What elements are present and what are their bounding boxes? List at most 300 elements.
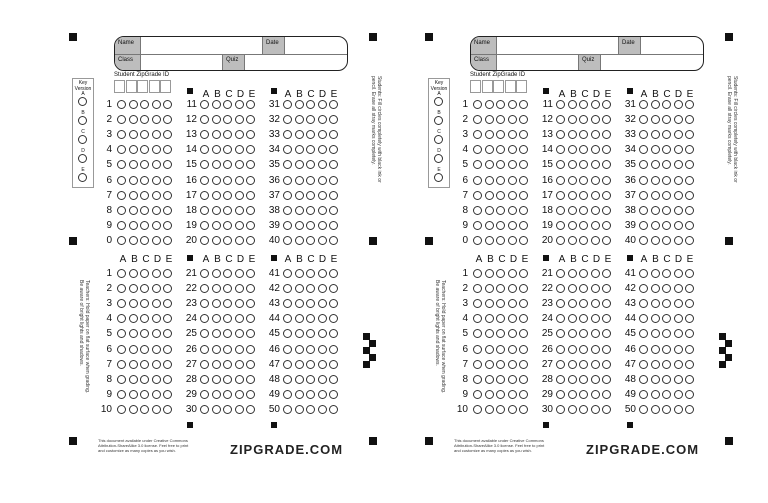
student-id-bubble[interactable]: [129, 130, 138, 139]
answer-bubble[interactable]: [473, 390, 482, 399]
answer-bubble[interactable]: [235, 299, 244, 308]
student-id-bubble[interactable]: [519, 130, 528, 139]
student-id-bubble[interactable]: [163, 160, 172, 169]
student-id-bubble[interactable]: [485, 206, 494, 215]
answer-bubble[interactable]: [306, 236, 315, 245]
student-id-bubble[interactable]: [508, 221, 517, 230]
answer-bubble[interactable]: [318, 360, 327, 369]
student-id-digit-box[interactable]: [516, 80, 527, 93]
answer-bubble[interactable]: [306, 176, 315, 185]
class-field[interactable]: [141, 54, 223, 70]
student-id-bubble[interactable]: [117, 145, 126, 154]
student-id-bubble[interactable]: [485, 221, 494, 230]
student-id-bubble[interactable]: [140, 160, 149, 169]
answer-bubble[interactable]: [329, 314, 338, 323]
answer-bubble[interactable]: [223, 206, 232, 215]
student-id-bubble[interactable]: [152, 145, 161, 154]
student-id-bubble[interactable]: [519, 176, 528, 185]
answer-bubble[interactable]: [117, 329, 126, 338]
answer-bubble[interactable]: [235, 375, 244, 384]
answer-bubble[interactable]: [246, 130, 255, 139]
answer-bubble[interactable]: [651, 221, 660, 230]
answer-bubble[interactable]: [685, 191, 694, 200]
student-id-bubble[interactable]: [117, 206, 126, 215]
answer-bubble[interactable]: [685, 115, 694, 124]
answer-bubble[interactable]: [485, 405, 494, 414]
student-id-bubble[interactable]: [140, 206, 149, 215]
answer-bubble[interactable]: [662, 160, 671, 169]
student-id-digit-box[interactable]: [505, 80, 516, 93]
answer-bubble[interactable]: [662, 115, 671, 124]
answer-bubble[interactable]: [140, 405, 149, 414]
answer-bubble[interactable]: [568, 360, 577, 369]
answer-bubble[interactable]: [318, 329, 327, 338]
answer-bubble[interactable]: [508, 405, 517, 414]
answer-bubble[interactable]: [602, 160, 611, 169]
answer-bubble[interactable]: [223, 100, 232, 109]
student-id-bubble[interactable]: [140, 191, 149, 200]
answer-bubble[interactable]: [329, 390, 338, 399]
answer-bubble[interactable]: [212, 405, 221, 414]
student-id-digit-box[interactable]: [493, 80, 504, 93]
student-id-bubble[interactable]: [473, 130, 482, 139]
answer-bubble[interactable]: [685, 236, 694, 245]
answer-bubble[interactable]: [662, 329, 671, 338]
answer-bubble[interactable]: [556, 130, 565, 139]
student-id-bubble[interactable]: [496, 191, 505, 200]
answer-bubble[interactable]: [674, 405, 683, 414]
answer-bubble[interactable]: [200, 115, 209, 124]
answer-bubble[interactable]: [651, 345, 660, 354]
answer-bubble[interactable]: [591, 269, 600, 278]
answer-bubble[interactable]: [496, 405, 505, 414]
answer-bubble[interactable]: [568, 160, 577, 169]
student-id-bubble[interactable]: [496, 206, 505, 215]
answer-bubble[interactable]: [568, 345, 577, 354]
student-id-digit-box[interactable]: [149, 80, 160, 93]
answer-bubble[interactable]: [496, 345, 505, 354]
answer-bubble[interactable]: [651, 100, 660, 109]
student-id-bubble[interactable]: [152, 206, 161, 215]
answer-bubble[interactable]: [318, 375, 327, 384]
answer-bubble[interactable]: [639, 345, 648, 354]
answer-bubble[interactable]: [651, 375, 660, 384]
answer-bubble[interactable]: [591, 206, 600, 215]
answer-bubble[interactable]: [223, 176, 232, 185]
answer-bubble[interactable]: [662, 269, 671, 278]
answer-bubble[interactable]: [246, 390, 255, 399]
answer-bubble[interactable]: [568, 390, 577, 399]
student-id-bubble[interactable]: [152, 160, 161, 169]
answer-bubble[interactable]: [152, 345, 161, 354]
answer-bubble[interactable]: [473, 360, 482, 369]
answer-bubble[interactable]: [579, 100, 588, 109]
answer-bubble[interactable]: [246, 405, 255, 414]
answer-bubble[interactable]: [651, 390, 660, 399]
answer-bubble[interactable]: [295, 236, 304, 245]
student-id-bubble[interactable]: [485, 236, 494, 245]
answer-bubble[interactable]: [283, 100, 292, 109]
student-id-bubble[interactable]: [152, 176, 161, 185]
answer-bubble[interactable]: [568, 191, 577, 200]
answer-bubble[interactable]: [662, 375, 671, 384]
student-id-digit-box[interactable]: [114, 80, 125, 93]
answer-bubble[interactable]: [283, 360, 292, 369]
answer-bubble[interactable]: [200, 314, 209, 323]
answer-bubble[interactable]: [602, 100, 611, 109]
answer-bubble[interactable]: [200, 191, 209, 200]
answer-bubble[interactable]: [235, 115, 244, 124]
answer-bubble[interactable]: [152, 299, 161, 308]
answer-bubble[interactable]: [579, 176, 588, 185]
answer-bubble[interactable]: [508, 329, 517, 338]
answer-bubble[interactable]: [579, 375, 588, 384]
answer-bubble[interactable]: [685, 145, 694, 154]
answer-bubble[interactable]: [235, 360, 244, 369]
version-bubble[interactable]: [78, 116, 87, 125]
answer-bubble[interactable]: [579, 115, 588, 124]
answer-bubble[interactable]: [556, 299, 565, 308]
student-id-bubble[interactable]: [496, 145, 505, 154]
answer-bubble[interactable]: [212, 299, 221, 308]
student-id-bubble[interactable]: [117, 236, 126, 245]
answer-bubble[interactable]: [246, 314, 255, 323]
answer-bubble[interactable]: [318, 206, 327, 215]
answer-bubble[interactable]: [602, 115, 611, 124]
answer-bubble[interactable]: [200, 360, 209, 369]
answer-bubble[interactable]: [685, 345, 694, 354]
answer-bubble[interactable]: [568, 145, 577, 154]
answer-bubble[interactable]: [117, 360, 126, 369]
student-id-bubble[interactable]: [485, 191, 494, 200]
answer-bubble[interactable]: [496, 299, 505, 308]
answer-bubble[interactable]: [295, 329, 304, 338]
answer-bubble[interactable]: [200, 284, 209, 293]
answer-bubble[interactable]: [140, 329, 149, 338]
version-bubble[interactable]: [434, 97, 443, 106]
answer-bubble[interactable]: [283, 145, 292, 154]
answer-bubble[interactable]: [329, 176, 338, 185]
answer-bubble[interactable]: [200, 130, 209, 139]
answer-bubble[interactable]: [602, 191, 611, 200]
answer-bubble[interactable]: [129, 375, 138, 384]
answer-bubble[interactable]: [579, 345, 588, 354]
student-id-bubble[interactable]: [117, 160, 126, 169]
answer-bubble[interactable]: [246, 345, 255, 354]
answer-bubble[interactable]: [246, 100, 255, 109]
name-field[interactable]: [497, 37, 619, 54]
student-id-bubble[interactable]: [473, 221, 482, 230]
answer-bubble[interactable]: [519, 269, 528, 278]
answer-bubble[interactable]: [519, 375, 528, 384]
answer-bubble[interactable]: [140, 284, 149, 293]
answer-bubble[interactable]: [651, 191, 660, 200]
answer-bubble[interactable]: [591, 345, 600, 354]
answer-bubble[interactable]: [639, 390, 648, 399]
answer-bubble[interactable]: [235, 269, 244, 278]
answer-bubble[interactable]: [662, 405, 671, 414]
student-id-bubble[interactable]: [163, 130, 172, 139]
answer-bubble[interactable]: [579, 360, 588, 369]
student-id-bubble[interactable]: [473, 176, 482, 185]
answer-bubble[interactable]: [306, 206, 315, 215]
answer-bubble[interactable]: [485, 375, 494, 384]
answer-bubble[interactable]: [639, 236, 648, 245]
answer-bubble[interactable]: [200, 206, 209, 215]
answer-bubble[interactable]: [662, 100, 671, 109]
answer-bubble[interactable]: [568, 221, 577, 230]
answer-bubble[interactable]: [246, 269, 255, 278]
answer-bubble[interactable]: [152, 284, 161, 293]
answer-bubble[interactable]: [591, 176, 600, 185]
answer-bubble[interactable]: [200, 100, 209, 109]
answer-bubble[interactable]: [651, 206, 660, 215]
answer-bubble[interactable]: [674, 390, 683, 399]
answer-bubble[interactable]: [152, 329, 161, 338]
answer-bubble[interactable]: [329, 145, 338, 154]
answer-bubble[interactable]: [329, 221, 338, 230]
answer-bubble[interactable]: [318, 314, 327, 323]
version-bubble[interactable]: [78, 173, 87, 182]
answer-bubble[interactable]: [485, 269, 494, 278]
answer-bubble[interactable]: [306, 375, 315, 384]
answer-bubble[interactable]: [329, 130, 338, 139]
answer-bubble[interactable]: [246, 115, 255, 124]
student-id-digit-box[interactable]: [126, 80, 137, 93]
answer-bubble[interactable]: [329, 299, 338, 308]
student-id-bubble[interactable]: [508, 176, 517, 185]
answer-bubble[interactable]: [662, 360, 671, 369]
answer-bubble[interactable]: [662, 284, 671, 293]
answer-bubble[interactable]: [295, 405, 304, 414]
answer-bubble[interactable]: [496, 360, 505, 369]
student-id-bubble[interactable]: [163, 115, 172, 124]
answer-bubble[interactable]: [295, 221, 304, 230]
answer-bubble[interactable]: [602, 236, 611, 245]
answer-bubble[interactable]: [568, 314, 577, 323]
answer-bubble[interactable]: [519, 390, 528, 399]
answer-bubble[interactable]: [329, 191, 338, 200]
answer-bubble[interactable]: [246, 191, 255, 200]
answer-bubble[interactable]: [306, 100, 315, 109]
student-id-bubble[interactable]: [519, 145, 528, 154]
answer-bubble[interactable]: [473, 405, 482, 414]
answer-bubble[interactable]: [223, 284, 232, 293]
answer-bubble[interactable]: [579, 160, 588, 169]
student-id-bubble[interactable]: [129, 100, 138, 109]
answer-bubble[interactable]: [556, 360, 565, 369]
answer-bubble[interactable]: [223, 160, 232, 169]
answer-bubble[interactable]: [295, 299, 304, 308]
answer-bubble[interactable]: [485, 314, 494, 323]
answer-bubble[interactable]: [306, 405, 315, 414]
answer-bubble[interactable]: [485, 360, 494, 369]
answer-bubble[interactable]: [651, 299, 660, 308]
answer-bubble[interactable]: [651, 269, 660, 278]
answer-bubble[interactable]: [651, 236, 660, 245]
answer-bubble[interactable]: [591, 100, 600, 109]
answer-bubble[interactable]: [246, 176, 255, 185]
answer-bubble[interactable]: [556, 160, 565, 169]
answer-bubble[interactable]: [129, 314, 138, 323]
student-id-bubble[interactable]: [508, 115, 517, 124]
student-id-bubble[interactable]: [140, 145, 149, 154]
answer-bubble[interactable]: [117, 345, 126, 354]
answer-bubble[interactable]: [306, 269, 315, 278]
answer-bubble[interactable]: [152, 390, 161, 399]
version-bubble[interactable]: [434, 173, 443, 182]
answer-bubble[interactable]: [283, 284, 292, 293]
answer-bubble[interactable]: [568, 176, 577, 185]
answer-bubble[interactable]: [639, 375, 648, 384]
answer-bubble[interactable]: [591, 130, 600, 139]
answer-bubble[interactable]: [639, 314, 648, 323]
answer-bubble[interactable]: [602, 314, 611, 323]
student-id-bubble[interactable]: [508, 236, 517, 245]
answer-bubble[interactable]: [200, 299, 209, 308]
answer-bubble[interactable]: [329, 405, 338, 414]
answer-bubble[interactable]: [295, 269, 304, 278]
answer-bubble[interactable]: [235, 390, 244, 399]
answer-bubble[interactable]: [212, 160, 221, 169]
answer-bubble[interactable]: [246, 360, 255, 369]
student-id-bubble[interactable]: [473, 206, 482, 215]
answer-bubble[interactable]: [306, 221, 315, 230]
answer-bubble[interactable]: [556, 221, 565, 230]
answer-bubble[interactable]: [129, 360, 138, 369]
answer-bubble[interactable]: [117, 314, 126, 323]
answer-bubble[interactable]: [295, 390, 304, 399]
answer-bubble[interactable]: [651, 130, 660, 139]
answer-bubble[interactable]: [200, 329, 209, 338]
answer-bubble[interactable]: [200, 160, 209, 169]
answer-bubble[interactable]: [212, 390, 221, 399]
answer-bubble[interactable]: [235, 176, 244, 185]
answer-bubble[interactable]: [556, 329, 565, 338]
answer-bubble[interactable]: [212, 284, 221, 293]
student-id-bubble[interactable]: [485, 100, 494, 109]
answer-bubble[interactable]: [306, 191, 315, 200]
answer-bubble[interactable]: [602, 375, 611, 384]
answer-bubble[interactable]: [579, 130, 588, 139]
answer-bubble[interactable]: [591, 191, 600, 200]
answer-bubble[interactable]: [200, 269, 209, 278]
student-id-bubble[interactable]: [508, 191, 517, 200]
student-id-bubble[interactable]: [140, 221, 149, 230]
answer-bubble[interactable]: [318, 405, 327, 414]
answer-bubble[interactable]: [223, 360, 232, 369]
answer-bubble[interactable]: [163, 299, 172, 308]
answer-bubble[interactable]: [283, 115, 292, 124]
student-id-digit-box[interactable]: [482, 80, 493, 93]
answer-bubble[interactable]: [318, 145, 327, 154]
answer-bubble[interactable]: [568, 269, 577, 278]
answer-bubble[interactable]: [235, 206, 244, 215]
answer-bubble[interactable]: [223, 299, 232, 308]
student-id-digit-box[interactable]: [137, 80, 148, 93]
answer-bubble[interactable]: [212, 130, 221, 139]
answer-bubble[interactable]: [602, 299, 611, 308]
answer-bubble[interactable]: [223, 329, 232, 338]
answer-bubble[interactable]: [651, 314, 660, 323]
answer-bubble[interactable]: [473, 345, 482, 354]
answer-bubble[interactable]: [223, 405, 232, 414]
answer-bubble[interactable]: [212, 236, 221, 245]
answer-bubble[interactable]: [651, 329, 660, 338]
answer-bubble[interactable]: [579, 221, 588, 230]
answer-bubble[interactable]: [235, 160, 244, 169]
answer-bubble[interactable]: [318, 221, 327, 230]
answer-bubble[interactable]: [639, 329, 648, 338]
answer-bubble[interactable]: [129, 345, 138, 354]
answer-bubble[interactable]: [329, 236, 338, 245]
answer-bubble[interactable]: [508, 269, 517, 278]
answer-bubble[interactable]: [283, 345, 292, 354]
answer-bubble[interactable]: [283, 314, 292, 323]
name-field[interactable]: [141, 37, 263, 54]
student-id-bubble[interactable]: [129, 221, 138, 230]
answer-bubble[interactable]: [140, 314, 149, 323]
student-id-bubble[interactable]: [519, 100, 528, 109]
answer-bubble[interactable]: [295, 176, 304, 185]
answer-bubble[interactable]: [223, 314, 232, 323]
answer-bubble[interactable]: [508, 360, 517, 369]
answer-bubble[interactable]: [306, 145, 315, 154]
answer-bubble[interactable]: [674, 206, 683, 215]
answer-bubble[interactable]: [223, 221, 232, 230]
answer-bubble[interactable]: [602, 145, 611, 154]
answer-bubble[interactable]: [163, 360, 172, 369]
student-id-bubble[interactable]: [519, 236, 528, 245]
answer-bubble[interactable]: [283, 375, 292, 384]
answer-bubble[interactable]: [556, 115, 565, 124]
answer-bubble[interactable]: [329, 160, 338, 169]
student-id-digit-box[interactable]: [160, 80, 171, 93]
student-id-bubble[interactable]: [163, 145, 172, 154]
answer-bubble[interactable]: [295, 160, 304, 169]
version-bubble[interactable]: [434, 135, 443, 144]
answer-bubble[interactable]: [283, 390, 292, 399]
class-field[interactable]: [497, 54, 579, 70]
answer-bubble[interactable]: [283, 329, 292, 338]
answer-bubble[interactable]: [223, 130, 232, 139]
student-id-bubble[interactable]: [519, 221, 528, 230]
answer-bubble[interactable]: [329, 375, 338, 384]
answer-bubble[interactable]: [556, 176, 565, 185]
answer-bubble[interactable]: [140, 269, 149, 278]
answer-bubble[interactable]: [200, 345, 209, 354]
student-id-bubble[interactable]: [163, 221, 172, 230]
student-id-bubble[interactable]: [129, 206, 138, 215]
answer-bubble[interactable]: [200, 390, 209, 399]
answer-bubble[interactable]: [639, 130, 648, 139]
answer-bubble[interactable]: [579, 314, 588, 323]
answer-bubble[interactable]: [568, 299, 577, 308]
answer-bubble[interactable]: [568, 130, 577, 139]
answer-bubble[interactable]: [152, 375, 161, 384]
answer-bubble[interactable]: [519, 284, 528, 293]
student-id-bubble[interactable]: [473, 160, 482, 169]
answer-bubble[interactable]: [591, 360, 600, 369]
answer-bubble[interactable]: [117, 269, 126, 278]
answer-bubble[interactable]: [556, 145, 565, 154]
answer-bubble[interactable]: [306, 345, 315, 354]
version-bubble[interactable]: [78, 135, 87, 144]
answer-bubble[interactable]: [117, 299, 126, 308]
answer-bubble[interactable]: [246, 329, 255, 338]
student-id-bubble[interactable]: [508, 160, 517, 169]
answer-bubble[interactable]: [329, 329, 338, 338]
